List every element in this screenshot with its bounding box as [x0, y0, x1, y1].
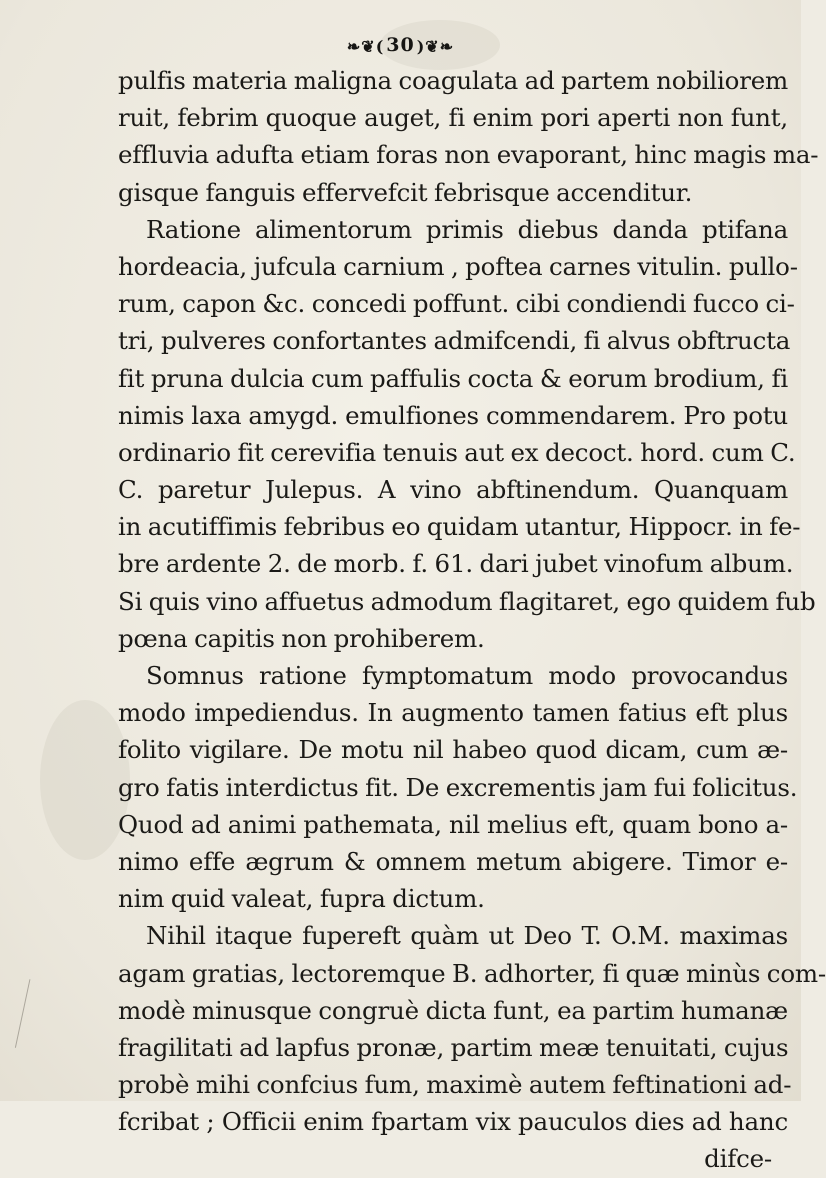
paper-stain [40, 700, 130, 860]
text-line: hordeacia, jufcula carnium , poftea carnes vitulin. pullo- [118, 251, 798, 281]
body-text [118, 62, 826, 1178]
text-line: Si quis vino affuetus admodum flagitaret, ego quidem fub [118, 586, 816, 616]
text-line: probè mihi confcius fum, maximè autem feftinationi ad- [118, 1070, 792, 1100]
text-line: tri, pulveres confortantes admifcendi, fi alvus obftructa [118, 326, 791, 356]
text-line: C. paretur Julepus. A vino abftinendum. Quanquam [118, 475, 788, 505]
header-ornament-right-icon: )❦❧ [416, 36, 455, 56]
text-line: fcribat ; Officii enim fpartam vix pauculos dies ad hanc [118, 1107, 788, 1137]
text-line: rum, capon &c. concedi poffunt. cibi condiendi fucco ci- [118, 289, 795, 319]
text-line: fit pruna dulcia cum paffulis cocta & eorum brodium, fi [118, 363, 788, 393]
header-ornament-left-icon: ❧❦( [346, 36, 385, 56]
paper-crease [15, 979, 44, 1051]
text-line: modo impediendus. In augmento tamen fatius eft plus [118, 698, 788, 728]
text-line: ruit, febrim quoque auget, fi enim pori aperti non funt, [118, 103, 788, 133]
text-line: ordinario fit cerevifia tenuis aut ex decoct. hord. cum C. [118, 437, 796, 467]
text-line: in acutiffimis febribus eo quidam utantur, Hippocr. in fe- [118, 512, 801, 542]
text-line: Quod ad animi pathemata, nil melius eft, quam bono a- [118, 809, 788, 839]
text-line: effluvia adufta etiam foras non evaporant, hinc magis ma- [118, 140, 819, 170]
text-line: nimis laxa amygd. emulfiones commendarem. Pro potu [118, 400, 788, 430]
text-line: folito vigilare. De motu nil habeo quod dicam, cum æ- [118, 735, 788, 765]
text-line: nimo effe ægrum & omnem metum abigere. Timor e- [118, 846, 788, 876]
text-line: agam gratias, lectoremque B. adhorter, fi quæ minùs com- [118, 958, 826, 988]
text-line: gro fatis interdictus fit. De excrementis jam fui folicitus. [118, 772, 798, 802]
page-header [0, 34, 801, 56]
text-line: modè minusque congruè dicta funt, ea partim humanæ [118, 995, 788, 1025]
text-line: gisque fanguis effervefcit febrisque accenditur. [118, 177, 693, 207]
text-line: nim quid valeat, fupra dictum. [118, 884, 485, 914]
text-line: Somnus ratione fymptomatum modo provocandus [146, 661, 788, 690]
text-line: bre ardente 2. de morb. f. 61. dari jubet vinofum album. [118, 549, 794, 579]
page-number: 30 [386, 34, 415, 56]
text-line: pœna capitis non prohiberem. [118, 623, 485, 653]
catchword: difce- [704, 1144, 772, 1174]
text-line: pulfis materia maligna coagulata ad partem nobiliorem [118, 66, 789, 95]
text-line: Ratione alimentorum primis diebus danda ptifana [146, 214, 788, 244]
text-line: Nihil itaque fupereft quàm ut Deo T. O.M. maximas [146, 921, 788, 951]
text-line: fragilitati ad lapfus pronæ, partim meæ tenuitati, cujus [118, 1032, 789, 1062]
